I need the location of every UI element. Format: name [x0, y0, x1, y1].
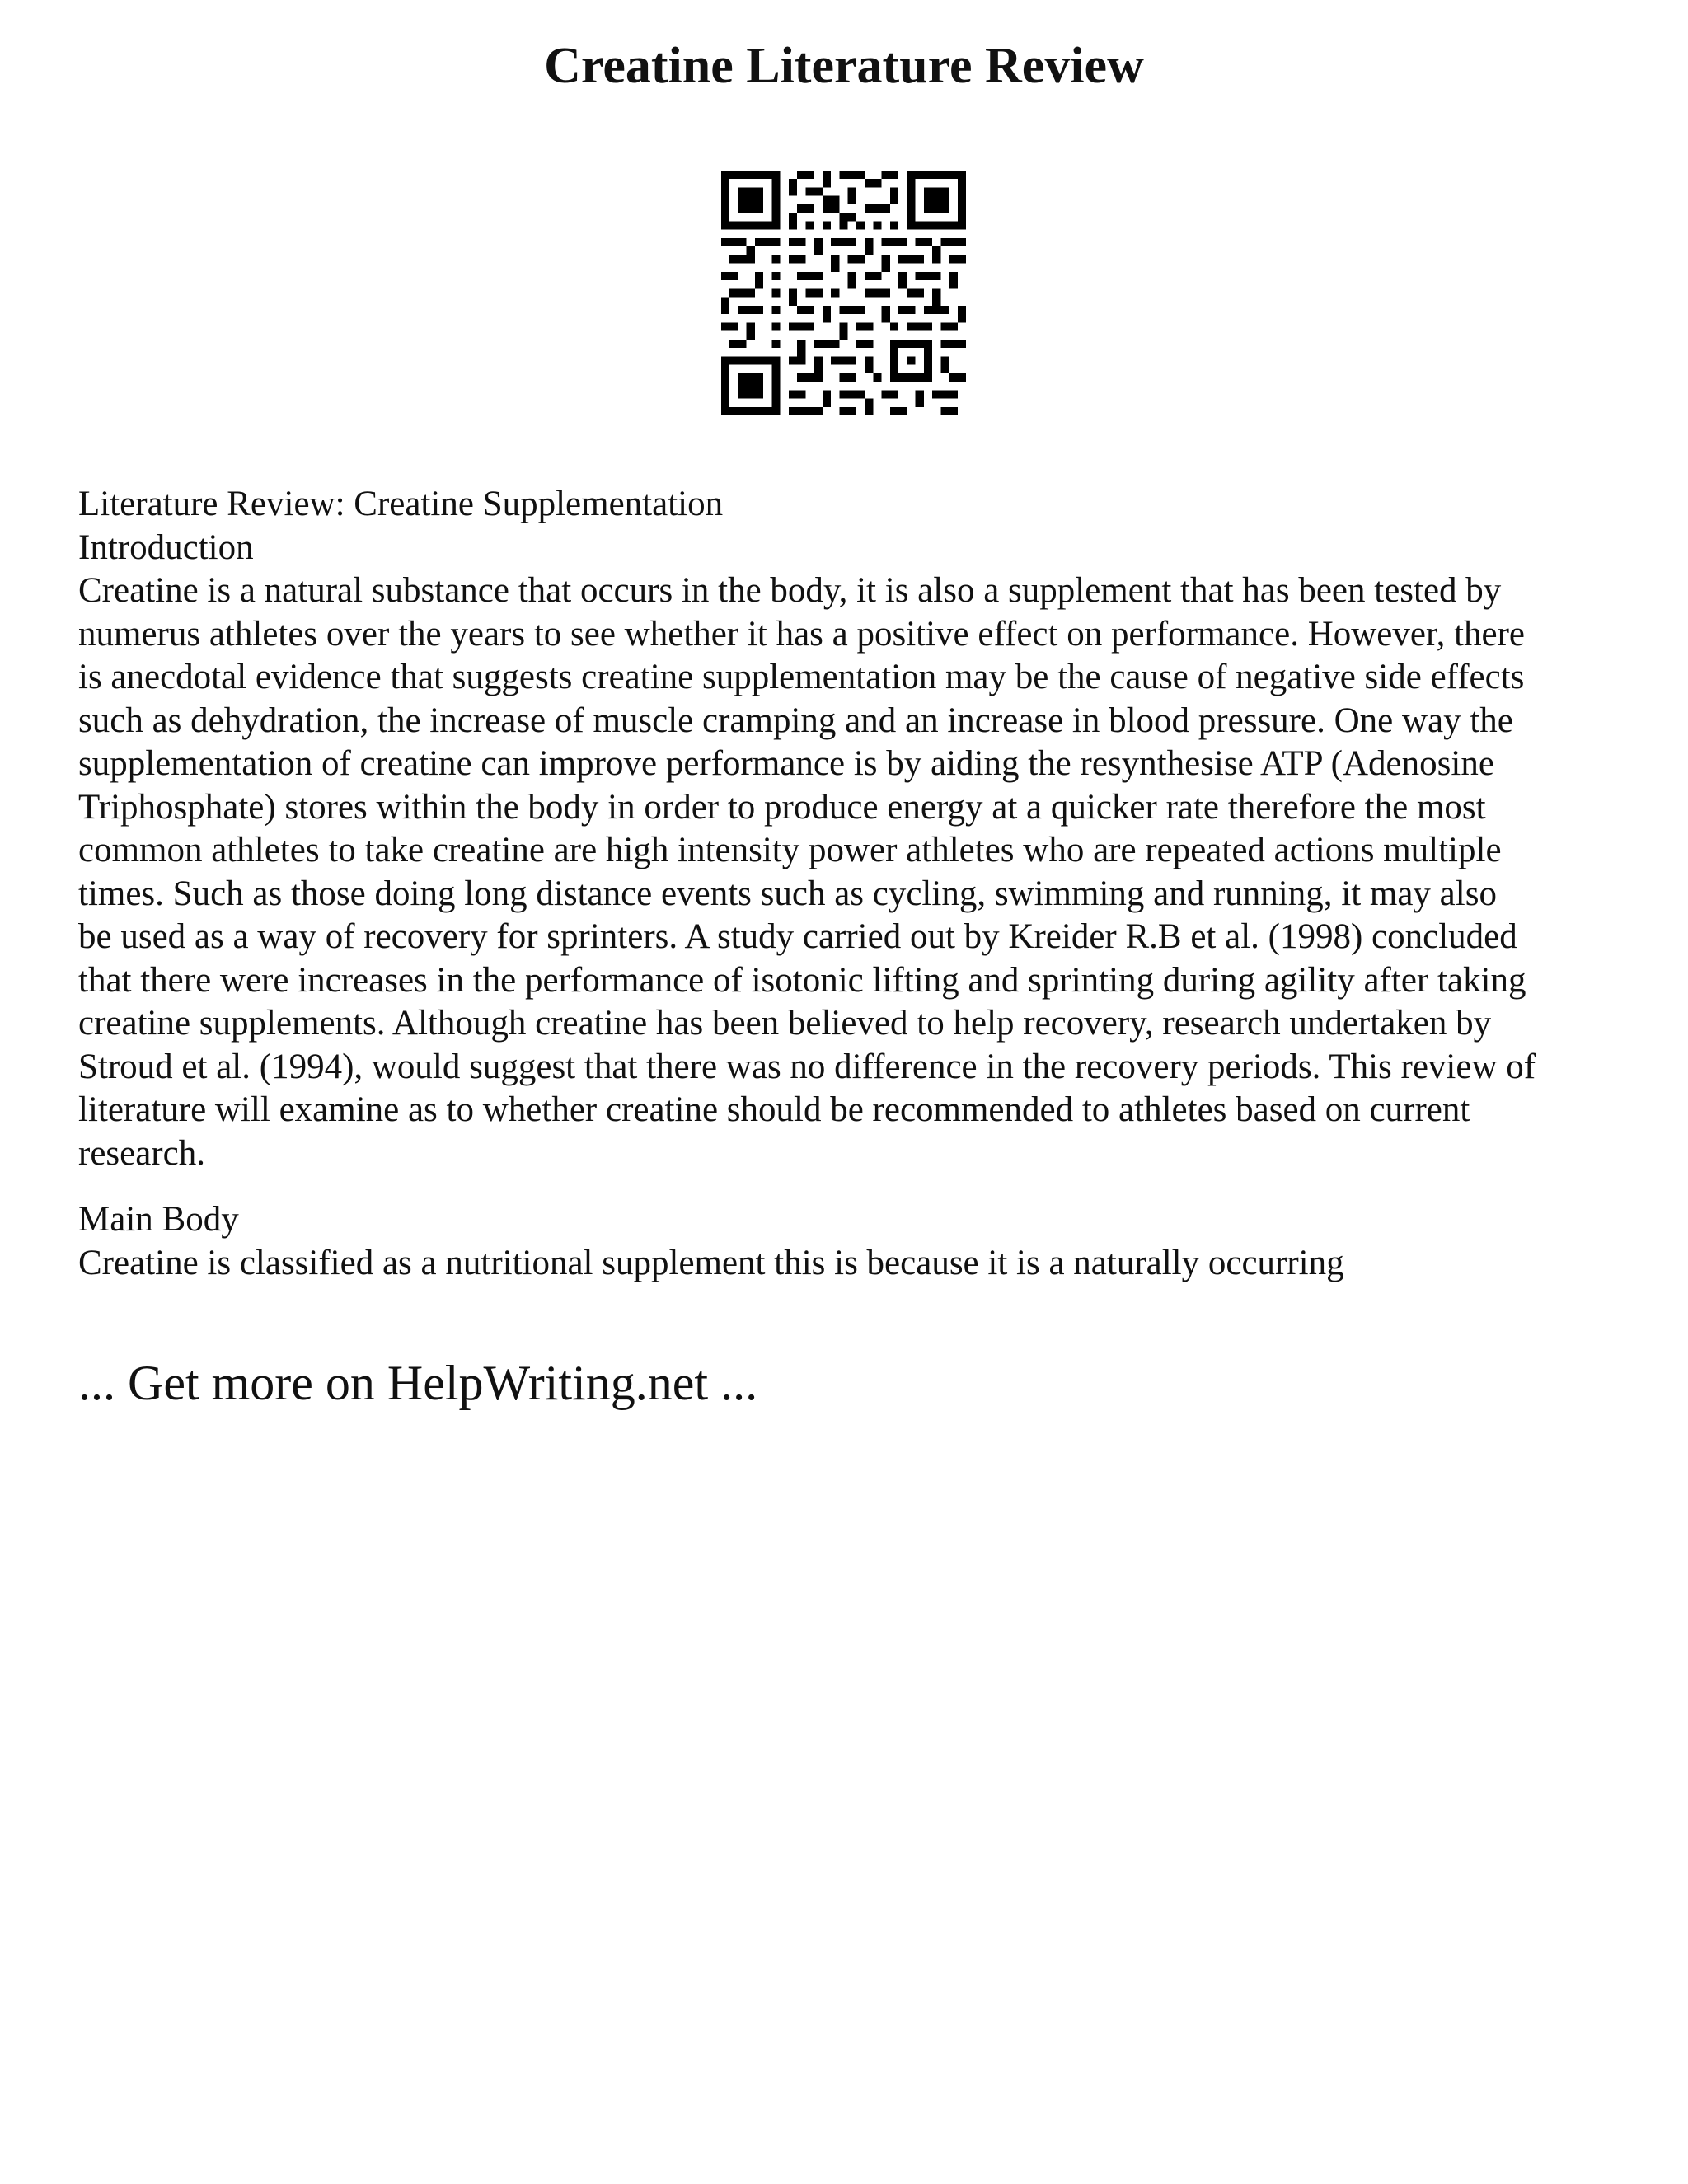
paragraph-line: research.: [78, 1133, 205, 1173]
paragraph-line: such as dehydration, the increase of muscle cramping and an increase in blood pressure. One way the: [78, 701, 1513, 740]
paragraph-line: times. Such as those doing long distance events such as cycling, swimming and running, it may also: [78, 874, 1497, 913]
review-heading: Literature Review: Creatine Supplementation: [78, 485, 724, 523]
paragraph-line: be used as a way of recovery for sprinters. A study carried out by Kreider R.B et al. (1998) concluded: [78, 917, 1517, 956]
get-more-link[interactable]: ... Get more on HelpWriting.net ...: [78, 1356, 758, 1410]
paragraph-spacer: [78, 1175, 1628, 1198]
paragraph-line: Creatine is classified as a nutritional supplement this is because it is a naturally occurring: [78, 1243, 1344, 1282]
introduction-heading: Introduction: [78, 527, 254, 567]
paragraph-line: numerus athletes over the years to see whether it has a positive effect on performance. However, there: [78, 614, 1526, 654]
main-body-heading: Main Body: [78, 1200, 239, 1239]
paragraph-line: common athletes to take creatine are high intensity power athletes who are repeated actions multiple: [78, 831, 1502, 869]
paragraph-line: creatine supplements. Although creatine has been believed to help recovery, research undertaken by: [78, 1004, 1492, 1043]
qr-code-icon: [721, 171, 966, 415]
introduction-paragraph: [78, 569, 1628, 1175]
paragraph-line: supplementation of creatine can improve performance is by aiding the resynthesise ATP (Adenosine: [78, 744, 1494, 783]
paragraph-line: Triphosphate) stores within the body in order to produce energy at a quicker rate therefore the most: [78, 787, 1486, 827]
document-body: [78, 483, 1628, 1285]
paragraph-line: that there were increases in the performance of isotonic lifting and sprinting during agility after taking: [78, 960, 1526, 1000]
paragraph-line: is anecdotal evidence that suggests creatine supplementation may be the cause of negative side effects: [78, 658, 1525, 696]
paragraph-line: literature will examine as to whether creatine should be recommended to athletes based on current: [78, 1090, 1470, 1129]
document-title: Creatine Literature Review: [544, 38, 1144, 94]
main-body-paragraph: [78, 1242, 1628, 1286]
paragraph-line: Stroud et al. (1994), would suggest that there was no difference in the recovery periods. This review of: [78, 1047, 1536, 1086]
paragraph-line: Creatine is a natural substance that occurs in the body, it is also a supplement that has been tested by: [78, 571, 1502, 610]
